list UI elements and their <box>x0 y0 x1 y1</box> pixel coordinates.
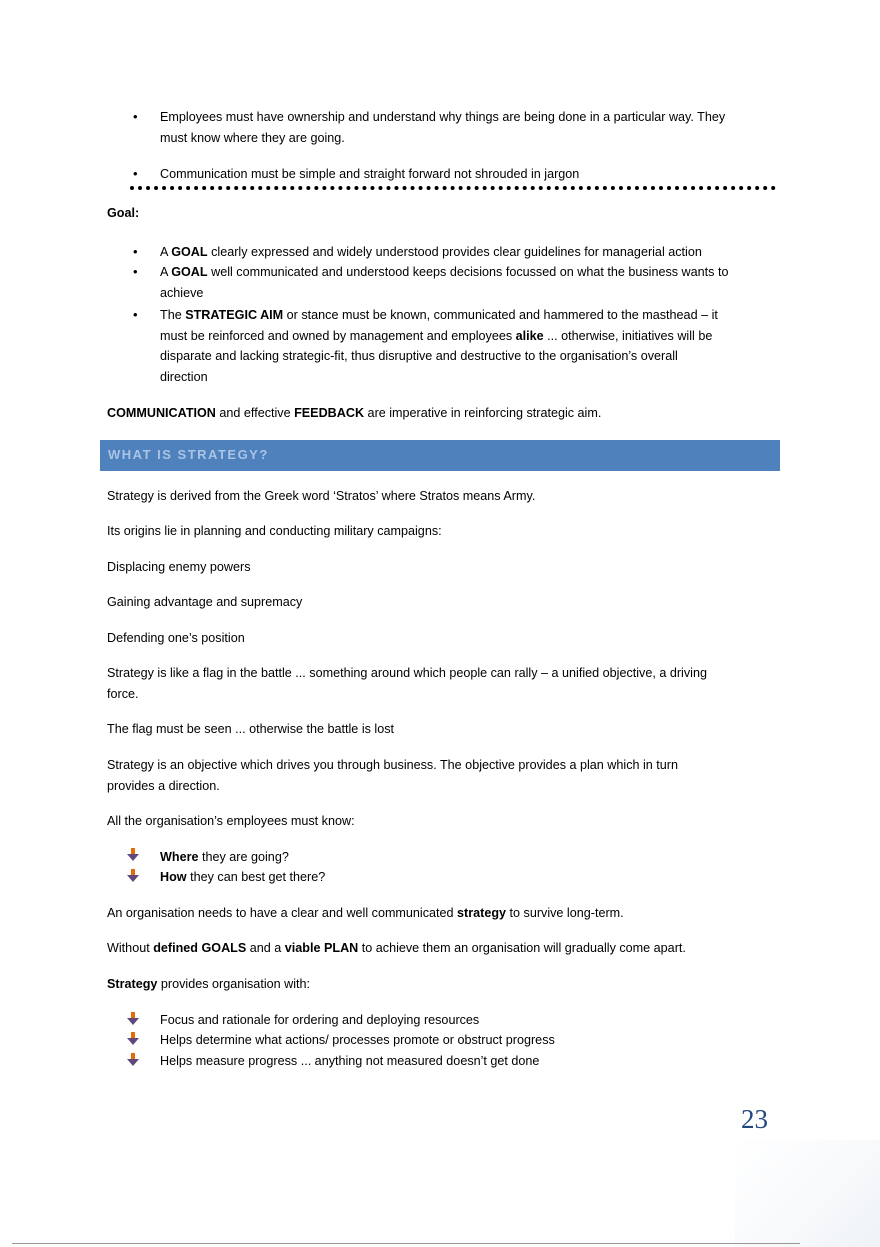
paragraph: Its origins lie in planning and conducting military campaigns: <box>107 524 442 538</box>
goal-bullet: A GOAL well communicated and understood keeps decisions focussed on what the business wants to achieve <box>160 265 729 300</box>
footer-rule <box>12 1243 800 1244</box>
paragraph: Gaining advantage and supremacy <box>107 595 303 609</box>
list-item: Where they are going? <box>160 850 289 864</box>
arrow-down-icon <box>126 848 140 862</box>
paragraph: Strategy is derived from the Greek word ‘Stratos’ where Stratos means Army. <box>107 489 536 503</box>
goal-heading: Goal: <box>107 206 140 220</box>
bullet-marker: • <box>133 109 138 124</box>
section-title: WHAT IS STRATEGY? <box>108 447 269 462</box>
bullet-marker: • <box>133 264 138 279</box>
dotted-divider <box>130 186 776 190</box>
communication-paragraph: COMMUNICATION and effective FEEDBACK are imperative in reinforcing strategic aim. <box>107 406 602 420</box>
bullet-line: must know where they are going. <box>160 130 345 145</box>
arrow-down-icon <box>126 1032 140 1046</box>
bullet-marker: • <box>133 244 138 259</box>
paragraph: Strategy is an objective which drives you through business. The objective provides a plan which in turn provides a direction. <box>107 758 678 793</box>
paragraph: All the organisation’s employees must know: <box>107 814 355 828</box>
list-item: Helps measure progress ... anything not measured doesn’t get done <box>160 1054 540 1068</box>
list-item: Focus and rationale for ordering and deploying resources <box>160 1013 480 1027</box>
section-heading-banner <box>100 440 780 471</box>
paragraph: Strategy provides organisation with: <box>107 977 311 991</box>
paragraph: Strategy is like a flag in the battle ... something around which people can rally – a unified objective, a driving force. <box>107 666 707 701</box>
list-item: How they can best get there? <box>160 870 326 884</box>
goal-bullet: The STRATEGIC AIM or stance must be known, communicated and hammered to the masthead – it must be reinforced and owned by management and employees alike ... otherwise, initiatives will be disparate and lacking strategic-fit, thus disruptive and destructive to the organisation’s overall direction <box>160 308 718 384</box>
list-item: Helps determine what actions/ processes promote or obstruct progress <box>160 1033 555 1047</box>
bullet-text <box>160 164 780 185</box>
bullet-text <box>160 107 780 148</box>
paragraph: An organisation needs to have a clear and well communicated strategy to survive long-term. <box>107 906 624 920</box>
arrow-down-icon <box>126 869 140 883</box>
arrow-down-icon <box>126 1012 140 1026</box>
bullet-marker: • <box>133 166 138 181</box>
page-number: 23 <box>741 1104 768 1134</box>
arrow-down-icon <box>126 1053 140 1067</box>
paragraph: Defending one’s position <box>107 631 245 645</box>
paragraph: Without defined GOALS and a viable PLAN to achieve them an organisation will gradually come apart. <box>107 941 686 955</box>
bullet-line: Communication must be simple and straight forward not shrouded in jargon <box>160 167 580 181</box>
paragraph: Displacing enemy powers <box>107 560 251 574</box>
goal-bullet: A GOAL clearly expressed and widely understood provides clear guidelines for managerial action <box>160 245 702 259</box>
bullet-marker: • <box>133 307 138 322</box>
paragraph: The flag must be seen ... otherwise the battle is lost <box>107 722 395 736</box>
corner-shading <box>735 1140 880 1247</box>
bullet-line: Employees must have ownership and understand why things are being done in a particular way. They <box>160 110 726 124</box>
